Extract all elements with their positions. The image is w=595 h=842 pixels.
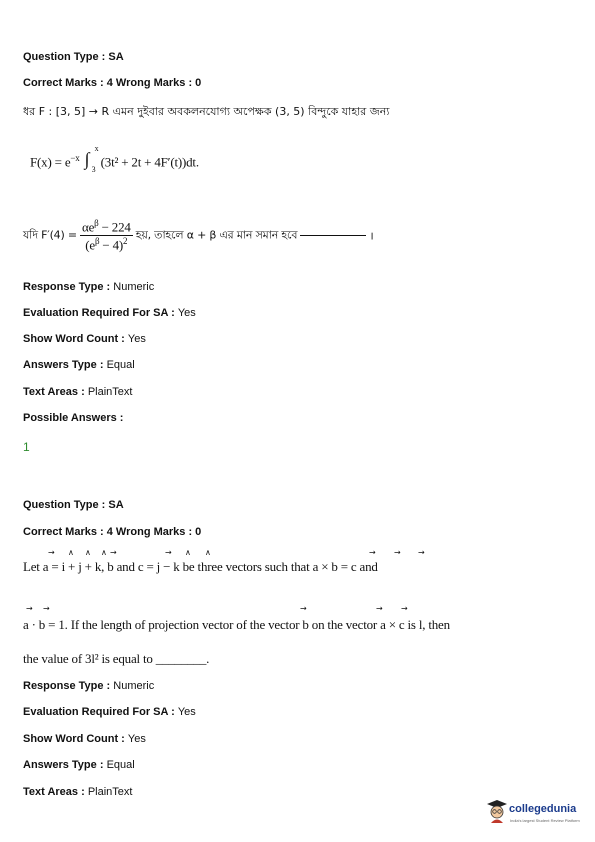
integral-lower-limit: 3 (91, 165, 96, 175)
fraction-numerator: $\alpha e^\beta - 224$ (81, 218, 131, 235)
q1-answers-type: Answers Type : Equal (23, 359, 135, 371)
condition-prefix: যদি F′(4) = (23, 228, 77, 242)
q1-question-type: Question Type : SA (23, 51, 124, 63)
condition-suffix: হয়, তাহলে α + β এর মান সমান হবে (135, 228, 298, 242)
condition-fraction (80, 218, 133, 254)
q2-show-word-count: Show Word Count : Yes (23, 733, 146, 745)
q1-response-type: Response Type : Numeric (23, 281, 155, 293)
logo-tagline: India's largest Student Review Platform (510, 818, 580, 823)
q1-possible-answer: 1 (23, 440, 30, 454)
q1-possible-answers-label: Possible Answers : (23, 412, 124, 424)
q1-show-word-count: Show Word Count : Yes (23, 333, 146, 345)
q1-evaluation-required: Evaluation Required For SA : Yes (23, 307, 196, 319)
q1-text-areas: Text Areas : PlainText (23, 386, 133, 398)
q2-answers-type: Answers Type : Equal (23, 759, 135, 771)
logo-wordmark: collegedunia (509, 803, 577, 815)
q2-statement-line2: a · b = 1. If the length of projection vector of the vector b on the vector a × c is l, then (23, 617, 450, 632)
q1-marks: Correct Marks : 4 Wrong Marks : 0 (23, 77, 202, 89)
sentence-end: । (369, 229, 374, 243)
q2-text-areas: Text Areas : PlainText (23, 786, 133, 798)
q2-response-type: Response Type : Numeric (23, 680, 155, 692)
formula-lhs: F(x) = e (30, 154, 71, 170)
q1-statement-line1: ধর F : [3, 5] → R এমন দুইবার অবকলনযোগ্য অপেক্ষক (3, 5) বিন্দুকে যাহার জন্য (23, 105, 390, 118)
q2-question-type: Question Type : SA (23, 499, 124, 511)
q2-marks: Correct Marks : 4 Wrong Marks : 0 (23, 526, 202, 538)
integral-upper-limit: x (94, 144, 99, 154)
q1-condition (23, 218, 373, 254)
formula-body: (3t² + 2t + 4F′(t))dt. (100, 154, 199, 170)
formula-exponent: −x (70, 153, 80, 163)
collegedunia-logo (486, 799, 586, 827)
q1-formula (30, 144, 199, 175)
q2-statement-line1: Let a = i + j + k, b and c = j − k be three vectors such that a × b = c and (23, 559, 378, 574)
integral-sign: ∫ x 3 (84, 144, 99, 175)
fraction-denominator: $(e^\beta - 4)^2$ (80, 235, 133, 253)
graduate-avatar-icon (486, 799, 508, 823)
q2-statement-line3: the value of 3l² is equal to ________. (23, 651, 210, 666)
answer-blank (300, 235, 366, 236)
q2-evaluation-required: Evaluation Required For SA : Yes (23, 706, 196, 718)
